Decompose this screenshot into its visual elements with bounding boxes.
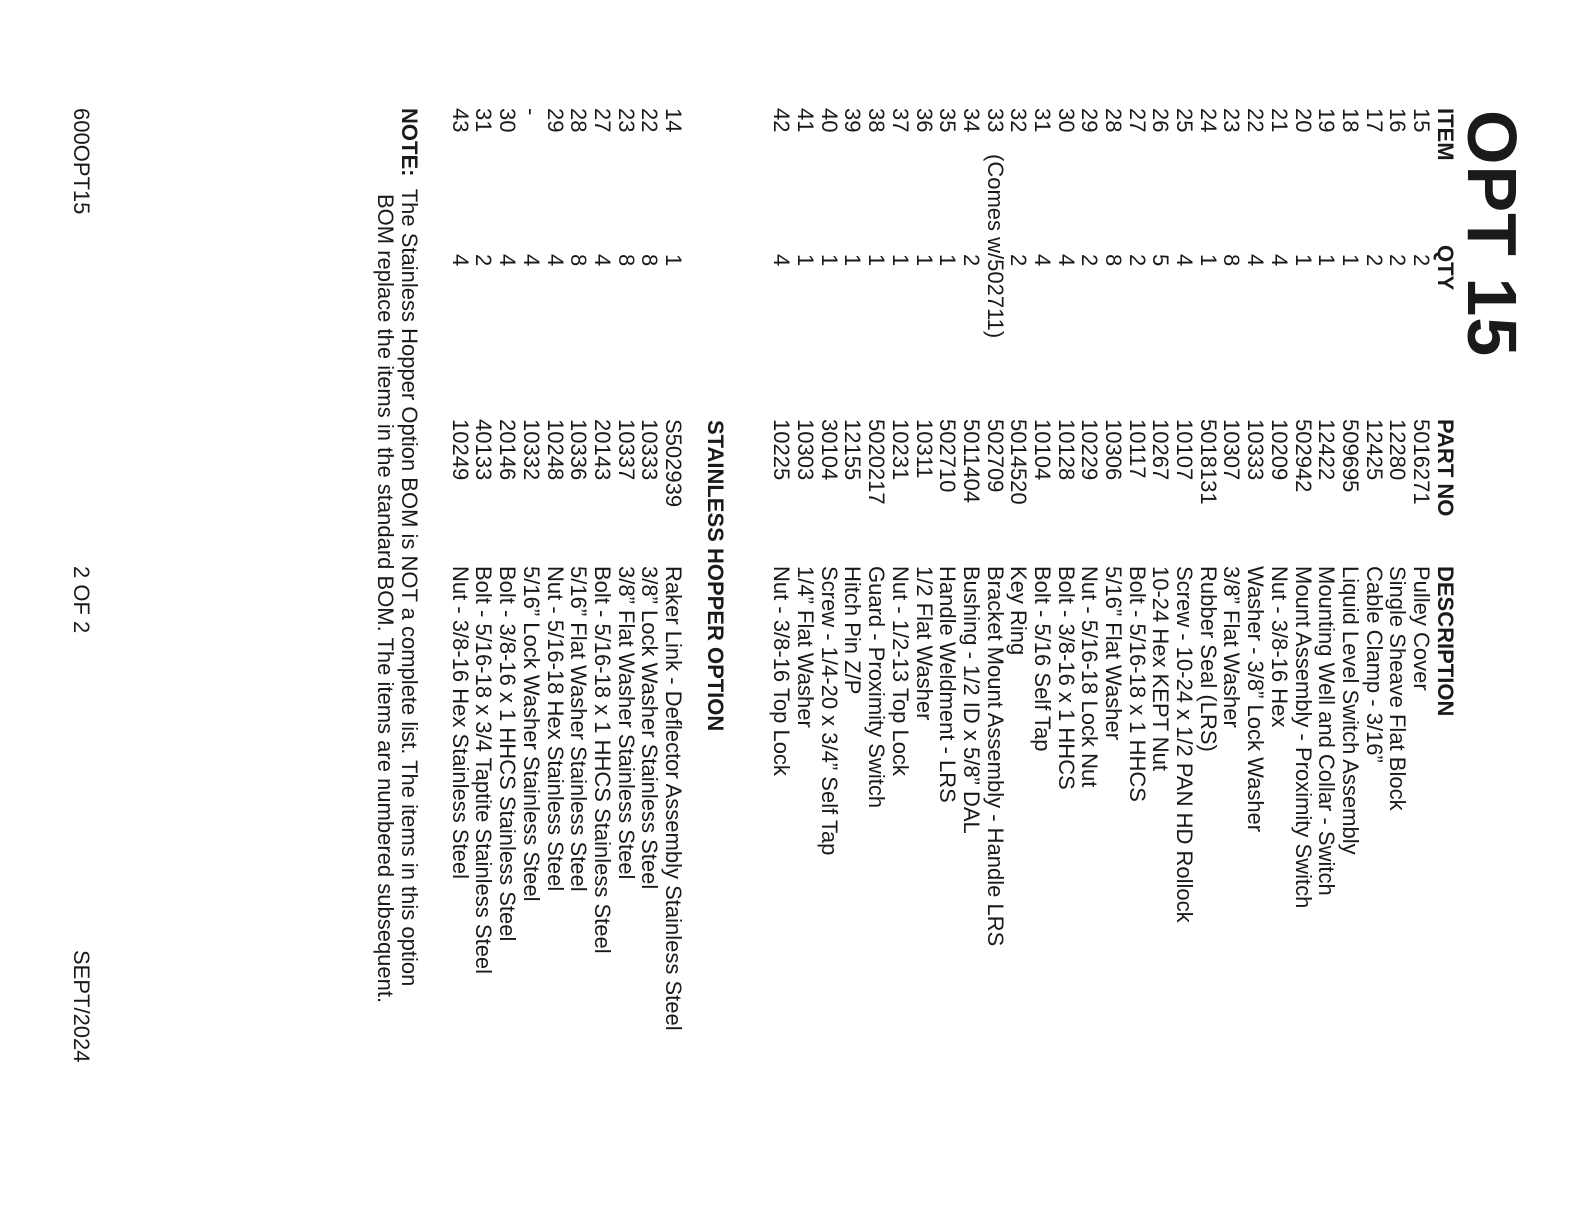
item-number: 28 [566,108,592,133]
quantity: 1 [1290,254,1316,267]
part-number: 5020217 [864,419,890,505]
table-row [1125,0,1149,1224]
item-number: 30 [495,108,521,133]
quantity: 4 [589,254,615,267]
part-number: 20143 [589,419,615,481]
part-description: Bolt - 5/16-18 x 3/4 Taptite Stainless Steel [471,566,497,975]
part-number: 10333 [1243,419,1269,481]
item-number: 24 [1195,108,1221,133]
quantity: 5 [1148,254,1174,267]
item-number: 22 [1243,108,1269,133]
item-number: 40 [816,108,842,133]
part-number: 5014520 [1006,419,1032,505]
quantity: 8 [1101,254,1127,267]
item-number: 15 [1409,108,1434,133]
part-description: 5/16” Flat Washer Stainless Steel [566,566,592,892]
quantity: 2 [1361,254,1387,267]
part-number: 502709 [982,419,1008,493]
item-number: 28 [1101,108,1127,133]
item-number: 29 [1077,108,1103,133]
item-number: 33 [982,108,1008,133]
part-description: 3/8” Lock Washer Stainless Steel [637,566,663,890]
stainless-section-title: STAINLESS HOPPER OPTION [703,420,728,732]
table-row [472,0,496,1224]
part-number: 5016271 [1409,419,1434,505]
item-number: 35 [935,108,961,133]
table-row [1409,0,1433,1224]
table-row [1078,0,1102,1224]
quantity: (Comes w/502711) [982,154,1008,339]
quantity: 4 [495,254,521,267]
part-description: Mounting Well and Collar - Switch [1314,566,1340,896]
quantity: 8 [1219,254,1245,267]
part-number: 10333 [637,419,663,481]
quantity: 1 [661,254,686,267]
part-number: 10336 [566,419,592,481]
part-number: 12280 [1385,419,1411,481]
part-description: Raker Link - Deflector Assembly Stainless Steel [661,566,686,1031]
part-number: 10249 [447,419,473,481]
part-number: 10104 [1030,419,1055,481]
item-number: 39 [840,108,866,133]
quantity: 1 [793,254,819,267]
quantity: 2 [1124,254,1150,267]
quantity: 2 [1409,254,1434,267]
quantity: 1 [816,254,842,267]
part-description: Nut - 3/8-16 Hex [1266,566,1292,728]
quantity: 1 [1314,254,1340,267]
part-number: 10209 [1266,419,1292,481]
item-number: 31 [1030,108,1055,133]
part-description: Nut - 3/8-16 Hex Stainless Steel [447,566,473,880]
part-description: Key Ring [1006,566,1032,656]
table-row [912,0,936,1224]
quantity: 4 [769,254,795,267]
quantity: 4 [1172,254,1198,267]
part-number: 10107 [1172,419,1198,481]
part-number: 10128 [1053,419,1079,481]
table-row [865,0,889,1224]
quantity: 8 [637,254,663,267]
quantity: 1 [911,254,937,267]
part-description: 3/8” Flat Washer Stainless Steel [613,566,639,880]
item-number: 38 [864,108,890,133]
part-number: 502942 [1290,419,1316,493]
part-number: 30104 [816,419,842,481]
part-description: Bolt - 3/8-16 x 1 HHCS [1053,566,1079,790]
part-number: 10248 [542,419,568,481]
quantity: 1 [935,254,961,267]
part-number: 20146 [495,419,521,481]
part-description: Liquid Level Switch Assembly [1337,566,1363,855]
part-description: Bolt - 3/8-16 x 1 HHCS Stainless Steel [495,566,521,942]
item-number: 34 [958,108,984,133]
part-number: 10307 [1219,419,1245,481]
table-row [1007,0,1031,1224]
quantity: 2 [471,254,497,267]
footer-date: SEPT/2024 [69,950,94,1063]
footer-page-number: 2 OF 2 [69,566,94,634]
part-description: Nut - 5/16-18 Lock Nut [1077,566,1103,788]
table-row [661,0,685,1224]
quantity: 1 [887,254,913,267]
table-row [1054,0,1078,1224]
part-description: Single Sheave Flat Block [1385,566,1411,811]
part-description: Screw - 1/4-20 x 3/4” Self Tap [816,566,842,856]
part-description: Nut - 3/8-16 Top Lock [769,566,795,776]
part-description: Hitch Pin Z/P [840,566,866,695]
part-number: 40133 [471,419,497,481]
part-number: 10117 [1124,419,1150,479]
item-number: 29 [542,108,568,133]
part-number: 10306 [1101,419,1127,481]
page-title: OPT 15 [1453,110,1531,358]
part-number: 5011404 [958,419,984,504]
part-description: 3/8” Flat Washer [1219,566,1245,728]
part-number: 12155 [840,419,866,481]
part-description: Nut - 1/2-13 Top Lock [887,566,913,776]
note [373,108,422,1004]
item-number: 18 [1337,108,1363,133]
quantity: 4 [1266,254,1292,267]
table-row [543,0,567,1224]
part-description: Cable Clamp - 3/16” [1361,566,1387,763]
part-description: Rubber Seal (LRS) [1195,566,1221,752]
part-number: 10229 [1077,419,1103,481]
quantity: 1 [840,254,866,267]
item-number: 27 [1124,108,1150,133]
part-number: 12425 [1361,419,1387,481]
item-number: 37 [887,108,913,133]
part-description: 5/16” Lock Washer Stainless Steel [518,566,544,902]
quantity: 4 [1053,254,1079,267]
description-column-header: DESCRIPTION [1433,566,1458,717]
table-row [888,0,912,1224]
part-description: Nut - 5/16-18 Hex Stainless Steel [542,566,568,892]
table-row [770,0,794,1224]
part-number: 10231 [887,419,913,481]
table-row [983,0,1007,1224]
table-row [1220,0,1244,1224]
footer-document-code: 600OPT15 [69,108,94,215]
quantity: 4 [1243,254,1269,267]
table-row [1386,0,1410,1224]
table-row [519,0,543,1224]
part-description: Bolt - 5/16-18 x 1 HHCS Stainless Steel [589,566,615,954]
item-number: 42 [769,108,795,133]
part-number: 10303 [793,419,819,481]
part-description: Mount Assembly - Proximity Switch [1290,566,1316,909]
table-row [1338,0,1362,1224]
table-row [567,0,591,1224]
table-row [1362,0,1386,1224]
item-number: 16 [1385,108,1411,133]
part-number: 10267 [1148,419,1174,481]
item-number: 43 [447,108,473,133]
quantity: 4 [447,254,473,267]
quantity: 8 [566,254,592,267]
part-number: 502710 [935,419,961,493]
item-number: 23 [613,108,639,133]
quantity: 1 [1195,254,1221,267]
part-number: 10225 [769,419,795,481]
part-number: 10337 [613,419,639,481]
part-description: Bushing - 1/2 ID x 5/8” DAL [958,566,984,834]
part-description: Handle Weldment - LRS [935,566,961,803]
part-number: 5018131 [1195,419,1221,505]
table-row [590,0,614,1224]
item-number: 41 [793,108,819,133]
note-text-line2: BOM replace the items in the standard BOM. The items are numbered subsequent. [373,194,399,1004]
main-parts-list [770,0,1433,1224]
part-description: 10-24 Hex KEPT Nut [1148,566,1174,772]
item-number: 19 [1314,108,1340,133]
table-row [841,0,865,1224]
table-row [793,0,817,1224]
item-number: 20 [1290,108,1316,133]
part-number: S502939 [661,419,686,508]
quantity: 2 [1077,254,1103,267]
stainless-parts-list [448,0,685,1224]
table-row [1149,0,1173,1224]
table-row [1172,0,1196,1224]
item-number: 22 [637,108,663,133]
item-number: 36 [911,108,937,133]
quantity: 1 [864,254,890,267]
table-row [448,0,472,1224]
quantity: 4 [1030,254,1055,267]
quantity: 2 [1385,254,1411,267]
item-number: 31 [471,108,497,133]
table-row [614,0,638,1224]
part-description: 5/16” Flat Washer [1101,566,1127,741]
table-row [496,0,520,1224]
part-number: 12422 [1314,419,1340,481]
table-row [936,0,960,1224]
table-row [1291,0,1315,1224]
item-number: 21 [1266,108,1292,133]
part-description: Bolt - 5/16 Self Tap [1030,566,1055,752]
table-row [1030,0,1054,1224]
part-description: Bracket Mount Assembly - Handle LRS [982,566,1008,947]
part-description: Pulley Cover [1409,566,1434,691]
part-number: 10311 [911,419,937,479]
table-row [1267,0,1291,1224]
item-number: 23 [1219,108,1245,133]
part-description: Guard - Proximity Switch [864,566,890,809]
item-number: 27 [589,108,615,133]
table-row [1196,0,1220,1224]
table-row [1315,0,1339,1224]
part-description: 1/2 Flat Washer [911,566,937,721]
quantity: 1 [1337,254,1363,267]
quantity: 4 [542,254,568,267]
item-number: - [518,108,544,116]
part-description: 1/4” Flat Washer [793,566,819,728]
item-number: 32 [1006,108,1032,133]
item-number: 14 [661,108,686,133]
note-label: NOTE: [397,108,422,177]
table-row [1101,0,1125,1224]
note-text-line1: The Stainless Hopper Option BOM is NOT a complete list. The items in this option [397,188,422,987]
quantity: 4 [518,254,544,267]
part-description: Bolt - 5/16-18 x 1 HHCS [1124,566,1150,802]
table-row [959,0,983,1224]
part-description: Screw - 10-24 x 1/2 PAN HD Rollock [1172,566,1198,923]
table-row [817,0,841,1224]
table-row [638,0,662,1224]
quantity: 2 [958,254,984,267]
item-number: 25 [1172,108,1198,133]
item-column-header: ITEM [1433,108,1458,161]
item-number: 30 [1053,108,1079,133]
item-number: 26 [1148,108,1174,133]
part-no-column-header: PART NO [1433,419,1458,517]
item-number: 17 [1361,108,1387,133]
quantity: 8 [613,254,639,267]
part-number: 509695 [1337,419,1363,493]
part-description: Washer - 3/8” Lock Washer [1243,566,1269,833]
part-number: 10332 [518,419,544,481]
quantity: 2 [1006,254,1032,267]
table-row [1244,0,1268,1224]
qty-column-header: QTY [1433,245,1458,291]
